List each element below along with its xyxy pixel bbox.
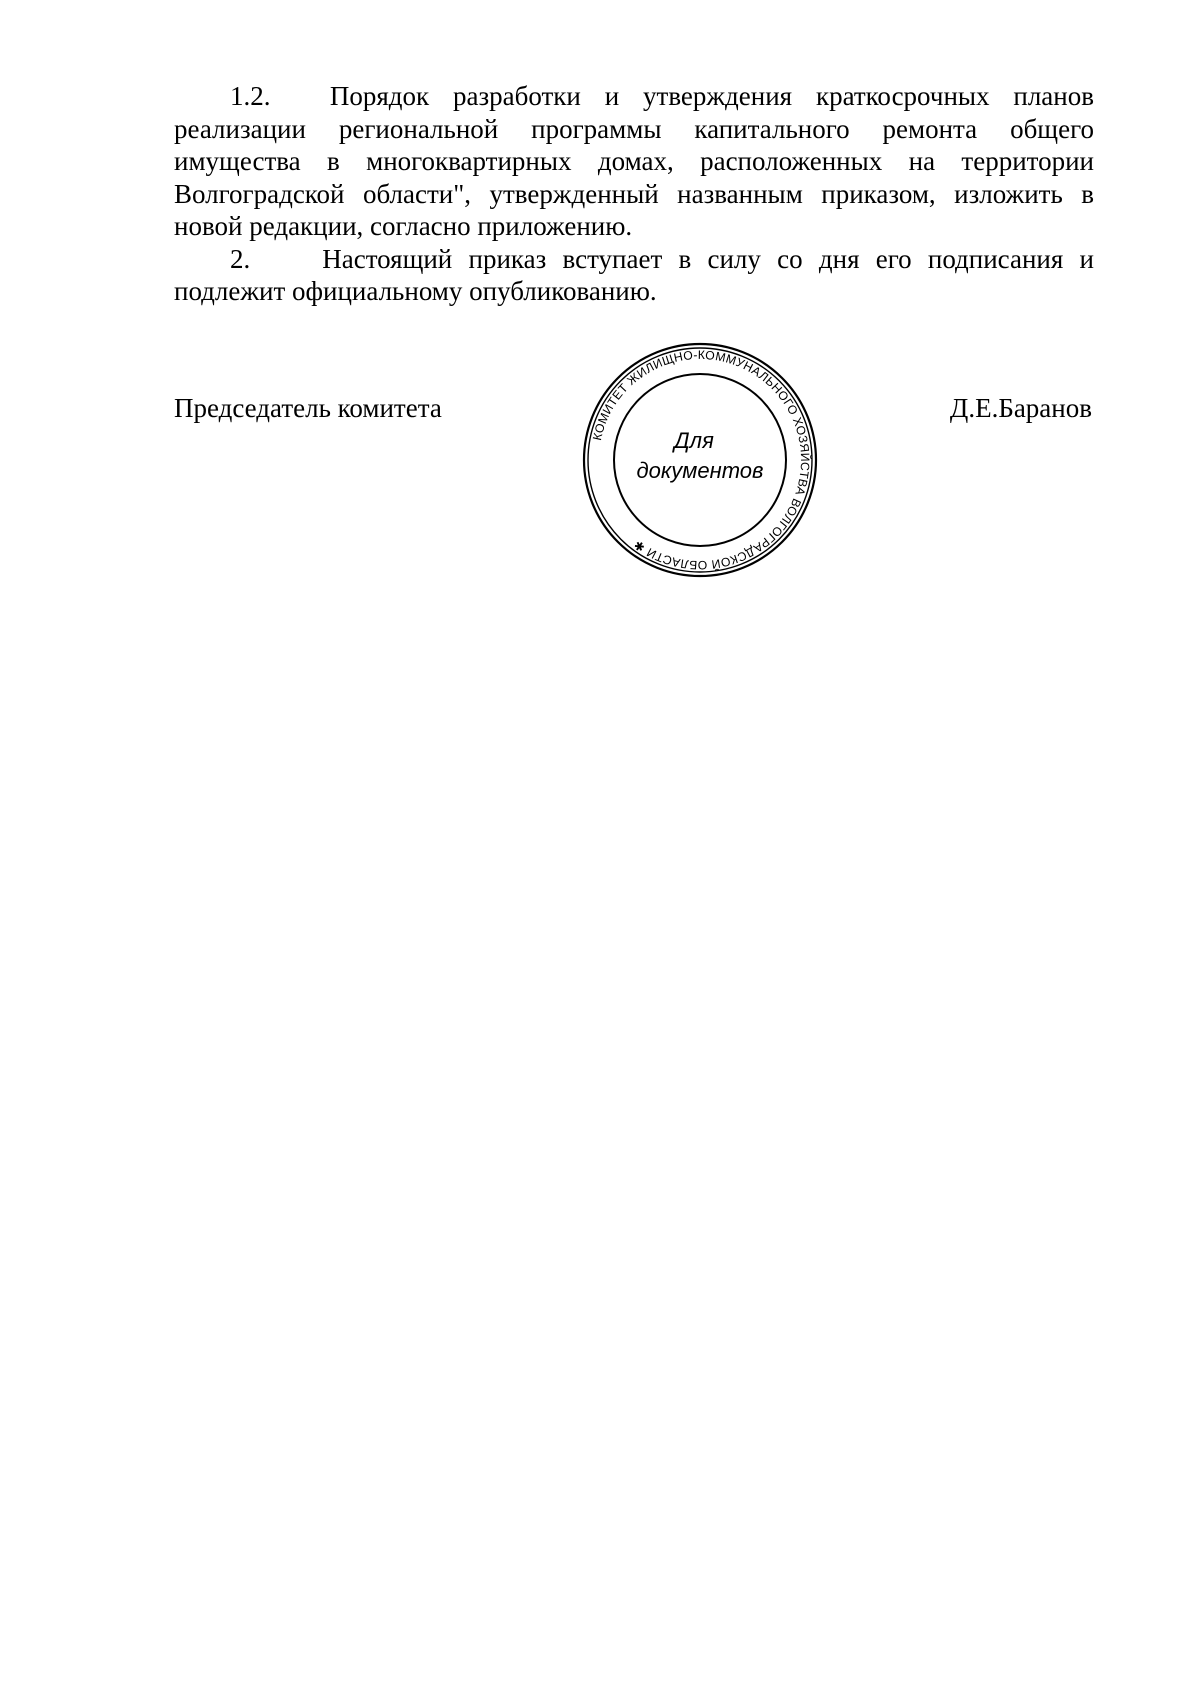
- stamp-center-line-2: документов: [636, 458, 764, 483]
- body-text: [174, 80, 1094, 308]
- signer-position: Председатель комитета: [174, 393, 442, 423]
- paragraph-text: Настоящий приказ вступает в силу со дня его подписания и подлежит официальному опубликованию.: [174, 243, 1094, 306]
- official-stamp: [580, 340, 820, 580]
- paragraph-number: 1.2.: [230, 81, 271, 111]
- stamp-center-line-1: Для: [674, 428, 714, 453]
- signer-name: Д.Е.Баранов: [949, 393, 1092, 423]
- paragraph-number: 2.: [230, 243, 251, 274]
- paragraph-text: Порядок разработки и утверждения краткосрочных планов реализации региональной программы капитального ремонта общего имущества в многоквартирных домах, расположенных на территории Волгоградской области", утвержденный названным приказом, изложить в новой редакции, согласно приложению.: [174, 81, 1094, 241]
- paragraph-2: [174, 243, 1094, 308]
- paragraph-1-2: [174, 80, 1094, 243]
- stamp-ring-text: КОМИТЕТ ЖИЛИЩНО-КОММУНАЛЬНОГО ХОЗЯЙСТВА ВОЛГОГРАДСКОЙ ОБЛАСТИ ✱: [589, 347, 813, 573]
